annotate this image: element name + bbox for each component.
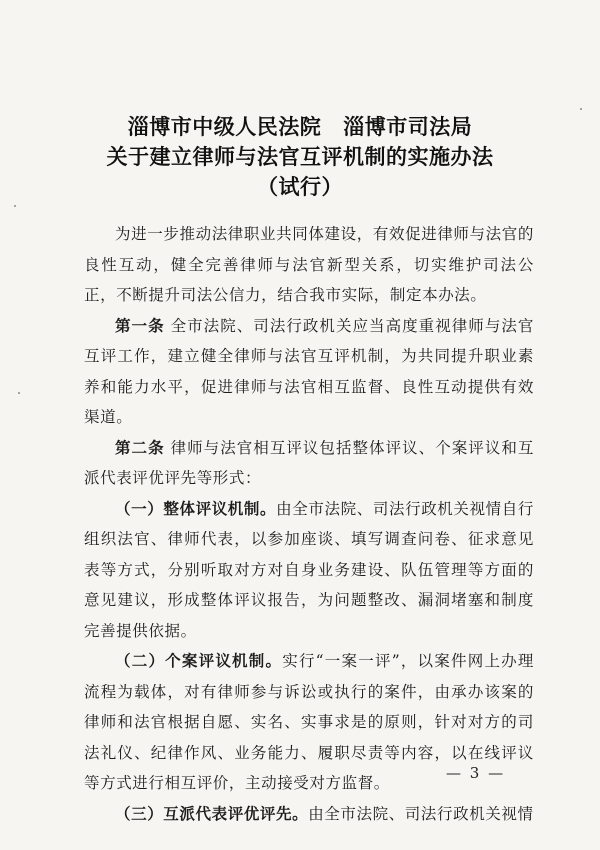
paragraph-item-3: （三）互派代表评优评先。由全市法院、司法行政机关视情 xyxy=(115,804,534,823)
title-line-2: 关于建立律师与法官互评机制的实施办法 xyxy=(106,144,494,169)
title-line-1 xyxy=(0,112,600,142)
scan-speck xyxy=(14,205,16,207)
title-line-3: （试行） xyxy=(257,174,343,199)
item-heading: （三）互派代表评优评先。 xyxy=(115,804,309,823)
article-heading: 第二条 xyxy=(115,438,165,457)
paragraph-item-2: （二）个案评议机制。实行“一案一评”，以案件网上办理流程为载体，对有律师参与诉讼或执行的案件，由承办该案的律师和法官根据自愿、实名、实事求是的原则，针对对方的司法礼仪、纪律作风、业务能力、履职尽责等内容，以在线评议等方式进行相互评价，主动接受对方监督。 xyxy=(84,652,534,792)
issuer-court: 淄博市中级人民法院 xyxy=(127,114,322,139)
issuer-justice-bureau: 淄博市司法局 xyxy=(343,114,473,139)
scan-speck xyxy=(580,108,582,110)
paragraph-preamble: 为进一步推动法律职业共同体建设，有效促进律师与法官的良性互动，健全完善律师与法官新型关系，切实维护司法公正，不断提升司法公信力，结合我市实际，制定本办法。 xyxy=(84,225,534,304)
item-heading: （一）整体评议机制。 xyxy=(115,499,277,518)
item-heading: （二）个案评议机制。 xyxy=(115,652,283,670)
document-body xyxy=(84,219,534,829)
page-number: — 3 — xyxy=(446,764,506,782)
paragraph-article-2: 第二条 律师与法官相互评议包括整体评议、个案评议和互派代表评优评先等形式： xyxy=(84,438,534,487)
paragraph-item-1: （一）整体评议机制。由全市法院、司法行政机关视情自行组织法官、律师代表，以参加座谈、填写调查问卷、征求意见表等方式，分别听取对方对自身业务建设、队伍管理等方面的意见建议，形成整体评议报告，为问题整改、漏洞堵塞和制度完善提供依据。 xyxy=(84,499,534,640)
article-heading: 第一条 xyxy=(115,316,165,335)
paragraph-article-1: 第一条 全市法院、司法行政机关应当高度重视律师与法官互评工作，建立健全律师与法官互评机制，为共同提升职业素养和能力水平，促进律师与法官相互监督、良性互动提供有效渠道。 xyxy=(84,316,534,426)
scan-speck xyxy=(18,392,20,394)
document-title xyxy=(0,112,600,202)
